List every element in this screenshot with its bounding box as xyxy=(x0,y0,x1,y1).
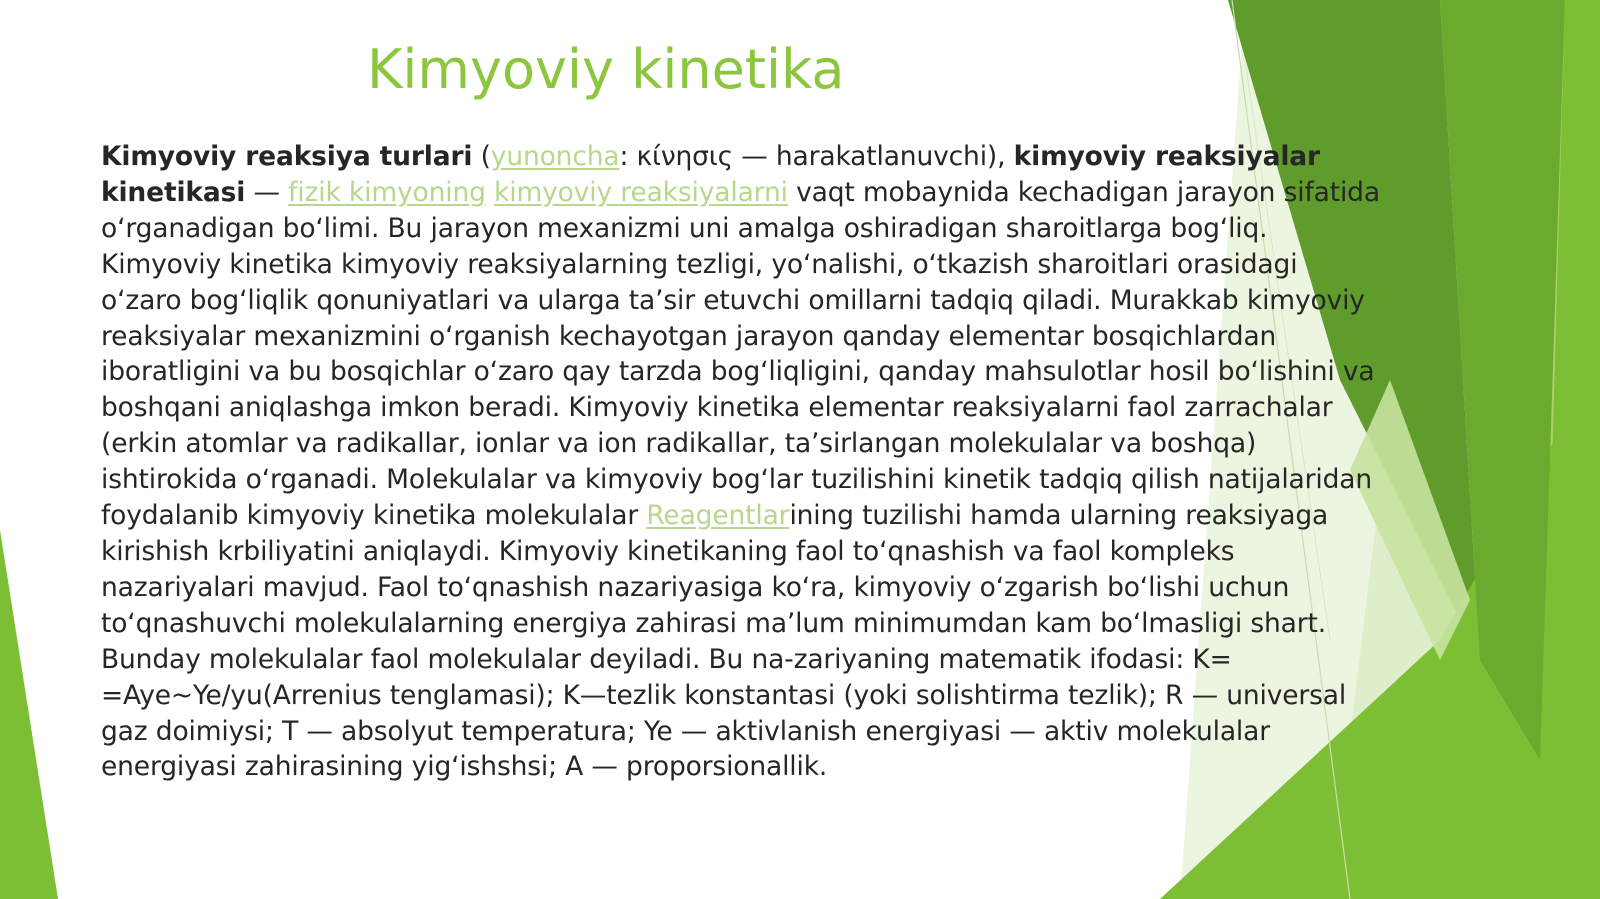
text-segment-6: ining tuzilishi hamda ularning reaksiyaga kirishish krbiliyatini aniqlaydi. Kimyoviy kinetikaning faol toʻqnashish va faol kompleks nazariyalari mavjud. Faol toʻqnashish nazariyasiga koʻra, kimyoviy oʻzgarish boʻlishi uchun toʻqnashuvchi molekulalarning energiya zahirasi maʼlum minimumdan kam boʻlmasligi shart. Bunday molekulalar faol molekulalar deyiladi. Bu na-zariyaning matematik ifodasi: K= =Aye~Ye/yu(Arrenius tenglamasi); K—tezlik konstantasi (yoki solishtirma tezlik); R — universal gaz doimiysi; T — absolyut temperatura; Ye — aktivlanish energiyasi — aktiv molekulalar energiyasi zahirasining yigʻishshsi; A — proporsionallik. xyxy=(101,500,1347,783)
link-kimyoviy-reaksiyalarni[interactable]: kimyoviy reaksiyalarni xyxy=(494,176,788,208)
text-segment-3: — xyxy=(245,176,289,208)
body-paragraph xyxy=(101,139,1381,785)
link-reagentlar[interactable]: Reagentlar xyxy=(646,500,790,532)
text-segment-1: ( xyxy=(472,141,491,172)
text-segment-2: : κίνησις — harakatlanuvchi), xyxy=(619,141,1014,172)
text-segment-5: vaqt mobaynida kechadigan jarayon sifatida oʻrganadigan boʻlimi. Bu jarayon mexanizmi uni amalga oshiradigan sharoitlarga bogʻliq. Kimyoviy kinetika kimyoviy reaksiyalarning tezligi, yoʻnalishi, oʻtkazish sharoitlari orasidagi oʻzaro bogʻliqlik qonuniyatlari va ularga taʼsir etuvchi omillarni tadqiq qiladi. Murakkab kimyoviy reaksiyalar mexanizmini oʻrganish kechayotgan jarayon qanday elementar bosqichlardan iboratligini va bu bosqichlar oʻzaro qay tarzda bogʻliqligini, qanday mahsulotlar hosil boʻlishini va boshqani aniqlashga imkon beradi. Kimyoviy kinetika elementar reaksiyalarni faol zarrachalar (erkin atomlar va radikallar, ionlar va ion radikallar, taʼsirlangan molekulalar va boshqa) ishtirokida oʻrganadi. Molekulalar va kimyoviy bogʻlar tuzilishini kinetik tadqiq qilish natijalaridan foydalanib kimyoviy kinetika molekulalar xyxy=(101,176,1380,532)
left-green-wedge xyxy=(0,530,58,899)
link-yunoncha[interactable]: yunoncha xyxy=(490,141,620,172)
text-segment-4 xyxy=(486,177,494,208)
link-fizik-kimyoning[interactable]: fizik kimyoning xyxy=(288,176,486,208)
slide-title: Kimyoviy kinetika xyxy=(367,38,845,101)
bold-term-kinetics: kimyoviy reaksiyalar kinetikasi xyxy=(101,141,1320,208)
bold-term-reaction-types: Kimyoviy reaksiya turlari xyxy=(101,141,473,172)
